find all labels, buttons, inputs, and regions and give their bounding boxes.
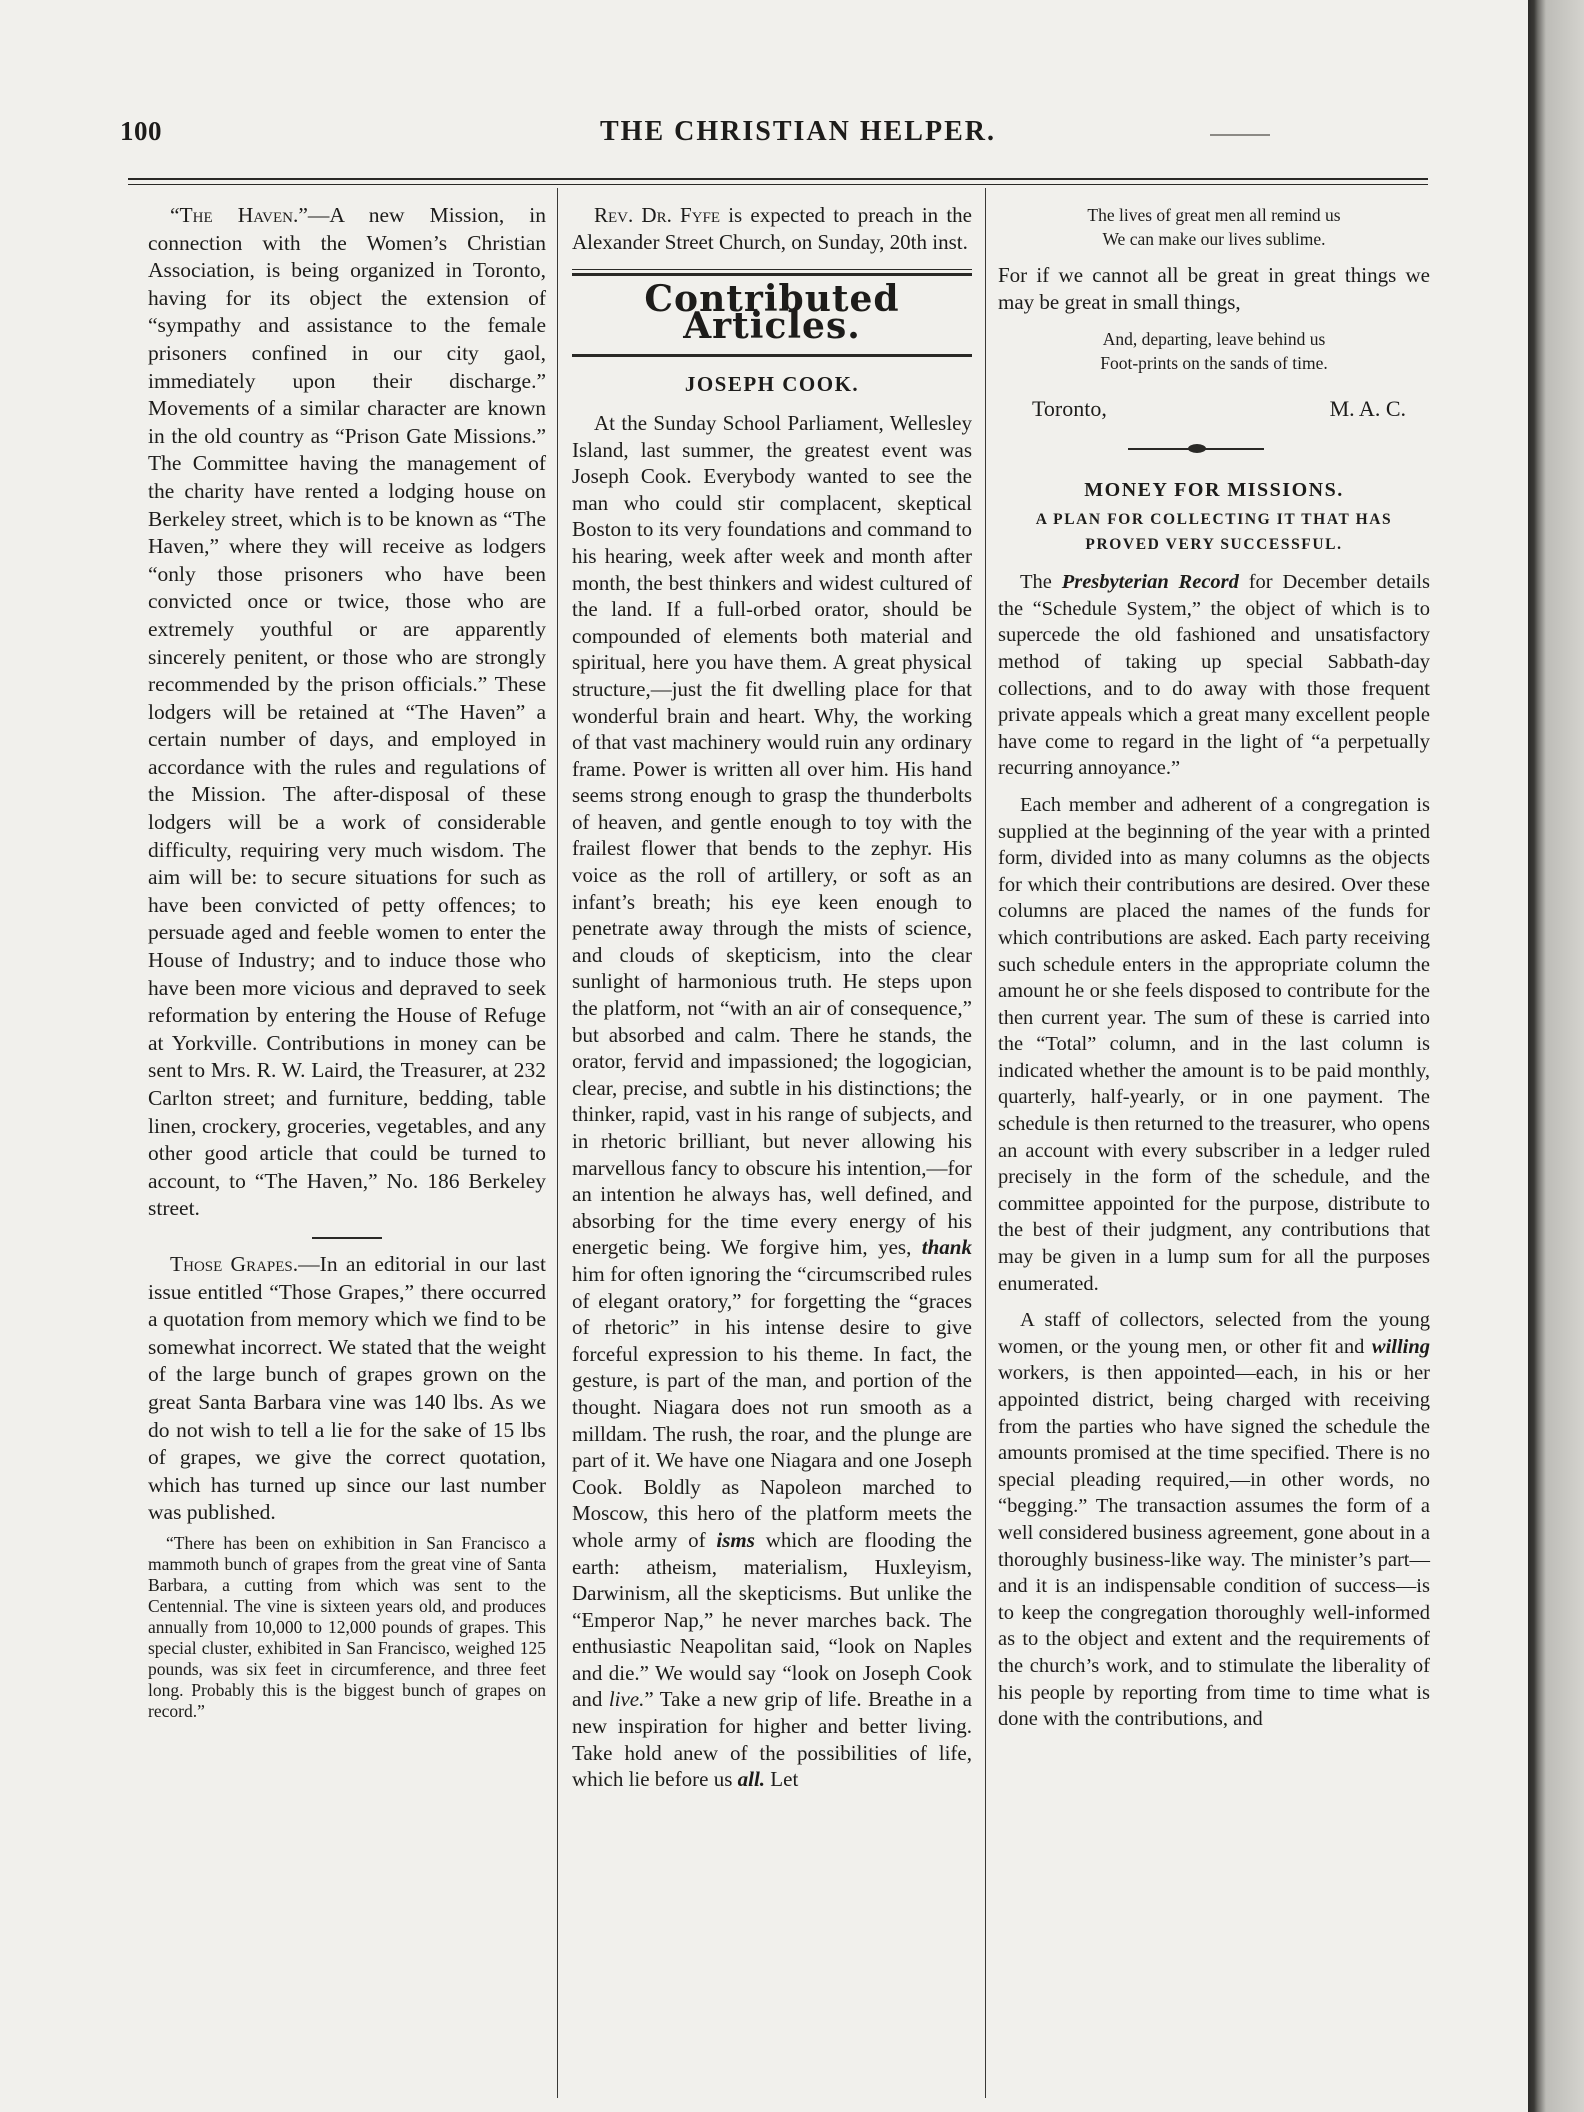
haven-body: —A new Mission, in connection with the Women’s Christian Association, is being organized in Toronto, having for its object the extension of “sympathy and assistance to the female prisoners confined in our city gaol, immediately upon their discharge.” Movements of a similar character are known in the old country as “Prison Gate Missions.” The Committee having the management of the charity have rented a lodging house on Berkeley street, which is to be known as “The Haven,” where they will receive as lodgers “only those prisoners who have been convicted once or twice, those who are extremely youthful or are apparently sincerely penitent, or those who are strongly recommended by the prison officials.” These lodgers will be retained at “The Haven” a certain number of days, and employed in accordance with the rules and regulations of the Mission. The after-disposal of these lodgers will be a work of considerable difficulty, requiring very much wisdom. The aim will be: to secure situations for such as have been convicted of petty offences; to persuade aged and feeble women to enter the House of Industry; and to induce those who have been more vicious and depraved to seek reformation by entering the House of Refuge at Yorkville. Contributions in money can be sent to Mrs. R. W. Laird, the Treasurer, at 232 Carlton street; and furniture, bedding, table linen, crockery, groceries, vegetables, and any other good article that could be turned to account, to “The Haven,” No. 186 Berkeley street. [148,203,547,1221]
contributed-articles-banner [572,269,972,357]
haven-lead: “The Haven.” [170,203,308,227]
grapes-quotation-text: “There has been on exhibition in San Francisco a mammoth bunch of grapes from the great vine of Santa Barbara, a cutting from which was sent to the Centennial. The vine is sixteen years old, and produces annually from 10,000 to 12,000 pounds of grapes. This special cluster, exhibited in San Francisco, weighed 125 pounds, was six feet in circumference, and three feet long. Probably this is the biggest bunch of grapes on record.” [148,1532,546,1721]
fyfe-lead: Rev. Dr. Fyfe [594,203,721,227]
poem-gap-2 [998,316,1430,326]
missions-paragraph-1 [998,569,1430,782]
grapes-body: —In an editorial in our last issue entitled “Those Grapes,” there occurred a quotation from memory which we find to be somewhat incorrect. We stated that the weight of the large bunch of grapes grown on the great Santa Barbara vine was 140 lbs. As we do not wish to tell a lie for the sake of 15 lbs of grapes, we give the correct quotation, which has turned up since our last number was published. [148,1251,546,1525]
signature-initials: M. A. C. [1329,396,1406,421]
article-emphasis-4: all. [737,1767,766,1792]
header-dash [1210,134,1270,136]
joseph-cook-article [572,410,972,1793]
article-title: JOSEPH COOK. [684,372,860,397]
para-gap-1 [998,782,1430,792]
missions-subtitle: A PLAN FOR COLLECTING IT THAT HAS PROVED VERY SUCCESSFUL. [1035,511,1393,554]
column-rule-left [557,188,558,2098]
missions-text-1a: The [1020,571,1062,594]
poem-line-1: The lives of great men all remind us [1087,205,1341,225]
fyfe-notice [572,202,972,255]
grapes-paragraph [148,1251,546,1527]
header-rule-thin [128,184,1428,185]
grapes-quotation [148,1533,546,1722]
column-left [148,202,546,1722]
article-text-2: him for often ignoring the “circumscribed rules of elegant oratory,” for forgetting the “graces of rhetoric” in his intense desire to give forceful expression to his theme. In fact, the gesture, is part of the man, and portion of the thought. Niagara does not run smooth as a milldam. The rush, the roar, and the plunge are part of it. We have one Niagara and one Joseph Cook. Boldly as Napoleon marched to Moscow, this hero of the platform meets the whole army of [572,1261,972,1552]
poem-gap [998,252,1430,262]
poem-line-3: And, departing, leave behind us [1102,329,1326,349]
ornament-divider [998,441,1430,457]
poem-line-2: We can make our lives sublime. [1102,229,1326,249]
signature-place: Toronto, [1032,396,1107,421]
page-edge-shadow [1528,0,1584,2112]
grapes-lead: Those Grapes. [170,1251,299,1276]
article-text-3: which are flooding the earth: atheism, materialism, Huxleyism, Darwinism, all the skepticisms. But unlike the “Emperor Nap,” he never marches back. The enthusiastic Neapolitan said, “look on Naples and die.” We would say “look on Joseph Cook and [572,1527,972,1712]
poem-prose-line: For if we cannot all be great in great things we may be great in small things, [998,263,1430,314]
fyfe-body: is expected to preach in the Alexander Street Church, on Sunday, 20th inst. [572,203,972,254]
article-emphasis-2: isms [716,1527,755,1552]
article-text-5: Let [765,1767,799,1792]
ornament-dot [1188,444,1206,453]
column-rule-right [985,188,986,2098]
missions-title: MONEY FOR MISSIONS. [1084,478,1344,501]
haven-paragraph [148,202,546,1223]
missions-paragraph-3 [998,1307,1430,1733]
signature [1032,396,1406,423]
poem-line-4: Foot-prints on the sands of time. [1100,353,1328,373]
article-emphasis-3: live. [608,1687,645,1712]
missions-paragraph-2: Each member and adherent of a congregation is supplied at the beginning of the year with a printed form, divided into as many columns as the objects for which their contributions are desired. Over these columns are placed the names of the funds for which contributions are asked. Each party receiving such schedule enters in the appropriate column the amount he or she feels disposed to contribute for the then current year. The sum of these is carried into the “Total” column, and in the last column is indicated whether the amount is to be paid monthly, quarterly, half-yearly, or in one payment. The schedule is then returned to the treasurer, who opens an account with every subscriber in a ledger ruled precisely in the form of the schedule, and the committee appointed for the purpose, distribute to the best of their judgment, any contributions that may be given in a lump sum for all the purposes enumerated. [998,793,1430,1295]
article-text-1: At the Sunday School Parliament, Wellesley Island, last summer, the greatest event was Joseph Cook. Everybody wanted to see the man who could stir complacent, skeptical Boston to its very foundations and command to his hearing, week after week and month after month, the best thinkers and widest cultured of the land. If a full-orbed orator, should be compounded of elements both material and spiritual, here you have them. A great physical structure,—just the fit dwelling place for that wonderful brain and heart. Why, the working of that vast machinery would ruin any ordinary frame. Power is written all over him. His hand seems strong enough to grasp the thunderbolts of heaven, and gentle enough to toy with the frailest flower that bends to the zephyr. His voice as the roll of artillery, or soft as an infant’s breath; his eye keen enough to penetrate away through the mists of science, and clouds of skepticism, into the clear sunlight of harmonious truth. He steps upon the platform, not “with an air of consequence,” but absorbed and calm. There he stands, the orator, fervid and impassioned; the logogician, clear, precise, and subtle in his distinctions; the thinker, rapid, vast in his range of subjects, and in rhetoric brilliant, but never allowing his marvellous fancy to obscure his intention,—for an intention he always has, well defined, and absorbing for the time every energy of his energetic being. We forgive him, yes, [572,410,972,1260]
column-right [998,202,1430,1733]
banner-rule-top-thin [572,269,972,270]
page-number: 100 [120,116,162,146]
missions-text-3a: A staff of collectors, selected from the young women, or the young men, or other fit and [998,1309,1430,1358]
column-middle [572,202,972,1793]
article-emphasis-1: thank [921,1235,972,1260]
missions-text-3b: workers, is then appointed—each, in his or her appointed district, being charged with receiving from the parties who have signed the schedule the amounts promised at the time specified. There is no special pleading required,—in other words, no “begging.” The transaction assumes the form of a well considered business agreement, gone about in a thoroughly business-like way. The minister’s part—and it is an indispensable condition of success—is to keep the congregation thoroughly well-informed as to the object and extent and the requirements of the church’s work, and to stimulate the liberality of his people by reporting from time to time what is done with the contributions, and [998,1362,1430,1731]
missions-emphasis-3: willing [1371,1335,1430,1358]
running-head: THE CHRISTIAN HELPER. [600,116,996,147]
missions-emphasis-1: Presbyterian Record [1061,571,1239,594]
missions-text-1b: for December details the “Schedule System,” the object of which is to supercede the old fashioned and unsatisfactory method of taking up special Sabbath-day collections, and to do away with those frequent private appeals which a great many excellent people have come to regard in the light of “a perpetually recurring annoyance.” [998,571,1430,780]
header-rule-thick [128,178,1428,180]
article-text-4: ” Take a new grip of life. Breathe in a new inspiration for higher and better living. Take hold anew of the possibilities of life, which lie before us [572,1687,972,1792]
banner-rule-bottom-thick [572,354,972,357]
section-divider [312,1237,382,1239]
section-heading: Contributed Articles. [644,278,900,347]
para-gap-2 [998,1297,1430,1307]
